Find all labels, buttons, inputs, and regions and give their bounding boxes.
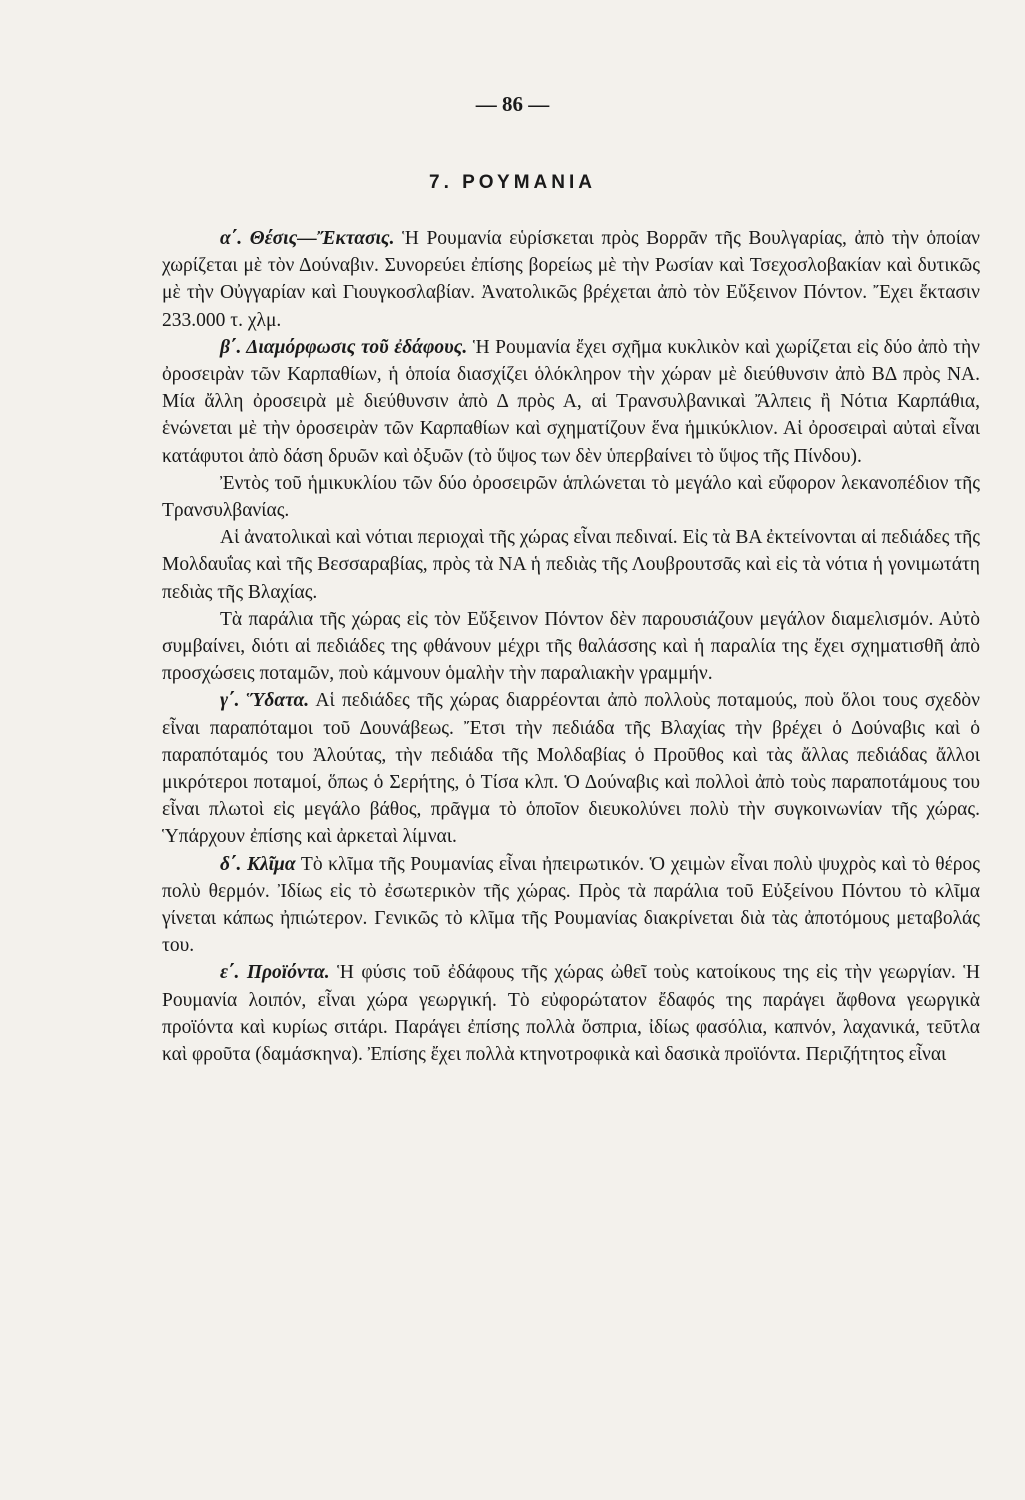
chapter-title: 7. ΡΟΥΜΑΝΙΑ [429, 172, 596, 193]
paragraph [162, 470, 980, 524]
paragraph [162, 606, 980, 688]
paragraph [162, 959, 980, 1068]
paragraph-text: Τὰ παράλια τῆς χώρας εἰς τὸν Εὔξεινον Πόντον δὲν παρουσιάζουν μεγάλον διαμελισμόν. Αὐτὸ συμβαίνει, διότι αἱ πεδιάδες της φθάνουν μέχρι τῆς θαλάσσης καὶ ἡ παραλία της ἔχει σχηματισθῆ ἀπὸ προσχώσεις ποταμῶν, ποὺ κάμνουν ὁμαλὴν τὴν παραλιακὴν γραμμήν. [162, 608, 980, 685]
section-heading: α΄. Θέσις—Ἔκτασις. [220, 228, 395, 249]
paragraph [162, 851, 980, 960]
paragraph-text: Ἐντὸς τοῦ ἡμικυκλίου τῶν δύο ὀροσειρῶν ἁπλώνεται τὸ μεγάλο καὶ εὔφορον λεκανοπέδιον τῆς Τρανσυλβανίας. [162, 472, 980, 522]
paragraph [162, 687, 980, 850]
paragraph-text: Ἡ Ρουμανία ἔχει σχῆμα κυκλικὸν καὶ χωρίζεται εἰς δύο ἀπὸ τὴν ὀροσειρὰν τῶν Καρπαθίων, ἡ ὁποία διασχίζει ὁλόκληρον τὴν χώραν μὲ διεύθυνσιν ἀπὸ ΒΔ πρὸς ΝΑ. Μία ἄλλη ὀροσειρὰ μὲ διεύθυνσιν ἀπὸ Δ πρὸς Α, αἱ Τρανσυλβανικαὶ Ἄλπεις ἢ Νότια Καρπάθια, ἑνώνεται μὲ τὴν ὀροσειρὰν τῶν Καρπαθίων καὶ σχηματίζουν ἕνα ἡμικύκλιον. Αἱ ὀροσειραὶ αὐταὶ εἶναι κατάφυτοι ἀπὸ δάση δρυῶν καὶ ὀξυῶν (τὸ ὕψος των δὲν ὑπερβαίνει τὸ ὕψος τῆς Πίνδου). [162, 336, 980, 467]
paragraph [162, 225, 980, 334]
page-number: — 86 — [475, 92, 550, 116]
section-heading: ε΄. Προϊόντα. [220, 962, 330, 984]
body-text [162, 225, 980, 1068]
paragraph [162, 334, 980, 470]
paragraph-text: Αἱ ἀνατολικαὶ καὶ νότιαι περιοχαὶ τῆς χώρας εἶναι πεδιναί. Εἰς τὰ ΒΑ ἐκτείνονται αἱ πεδιάδες τῆς Μολδαυΐας καὶ τῆς Βεσσαραβίας, πρὸς τὰ ΝΑ ἡ πεδιὰς τῆς Λουβρουτσᾶς καὶ εἰς τὰ νότια ἡ γονιμωτάτη πεδιὰς τῆς Βλαχίας. [162, 527, 980, 603]
section-heading: β΄. Διαμόρφωσις τοῦ ἐδάφους. [220, 336, 468, 358]
paragraph-text: Αἱ πεδιάδες τῆς χώρας διαρρέονται ἀπὸ πολλοὺς ποταμούς, ποὺ ὅλοι τους σχεδὸν εἶναι παραπόταμοι τοῦ Δουνάβεως. Ἔτσι τὴν πεδιάδα τῆς Βλαχίας τὴν βρέχει ὁ Δούναβις καὶ ὁ παραπόταμός του Ἀλούτας, τὴν πεδιάδα τῆς Μολδαβίας ὁ Προῦθος καὶ τὰς ἄλλας πεδιάδας ἄλλοι μικρότεροι ποταμοί, ὅπως ὁ Σερήτης, ὁ Τίσα κλπ. Ὁ Δούναβις καὶ πολλοὶ ἀπὸ τοὺς παραποτάμους του εἶναι πλωτοὶ εἰς μεγάλο βάθος, πρᾶγμα τὸ ὁποῖον διευκολύνει πολὺ τὴν συγκοινωνίαν τῆς χώρας. Ὑπάρχουν ἐπίσης καὶ ἀρκεταὶ λίμναι. [162, 690, 980, 848]
paragraph-text: Τὸ κλῖμα τῆς Ρουμανίας εἶναι ἠπειρωτικόν. Ὁ χειμὼν εἶναι πολὺ ψυχρὸς καὶ τὸ θέρος πολὺ θερμόν. Ἰδίως εἰς τὸ ἐσωτερικὸν τῆς χώρας. Πρὸς τὰ παράλια τοῦ Εὐξείνου Πόντου τὸ κλῖμα γίνεται κάπως ἠπιώτερον. Γενικῶς τὸ κλῖμα τῆς Ρουμανίας διακρίνεται διὰ τὰς ἀποτόμους μεταβολάς του. [162, 853, 981, 957]
paragraph-text: Ἡ φύσις τοῦ ἐδάφους τῆς χώρας ὠθεῖ τοὺς κατοίκους της εἰς τὴν γεωργίαν. Ἡ Ρουμανία λοιπόν, εἶναι χώρα γεωργική. Τὸ εὐφορώτατον ἔδαφός της παράγει ἄφθονα γεωργικὰ προϊόντα καὶ κυρίως σιτάρι. Παράγει ἐπίσης πολλὰ ὄσπρια, ἰδίως φασόλια, καπνόν, λαχανικά, τεῦτλα καὶ φροῦτα (δαμάσκηνα). Ἐπίσης ἔχει πολλὰ κτηνοτροφικὰ καὶ δασικὰ προϊόντα. Περιζήτητος εἶναι [162, 962, 981, 1066]
paragraph-text: Ἡ Ρουμανία εὑρίσκεται πρὸς Βορρᾶν τῆς Βουλγαρίας, ἀπὸ τὴν ὁποίαν χωρίζεται μὲ τὸν Δούναβιν. Συνορεύει ἐπίσης βορείως μὲ τὴν Ρωσίαν καὶ Τσεχοσλοβακίαν καὶ δυτικῶς μὲ τὴν Οὐγγαρίαν καὶ Γιουγκοσλαβίαν. Ἀνατολικῶς βρέχεται ἀπὸ τὸν Εὔξεινον Πόντον. Ἔχει ἔκτασιν 233.000 τ. χλμ. [162, 228, 981, 331]
paragraph [162, 524, 980, 606]
section-heading: γ΄. Ὕδατα. [220, 690, 310, 712]
section-heading: δ΄. Κλῖμα [220, 853, 296, 875]
